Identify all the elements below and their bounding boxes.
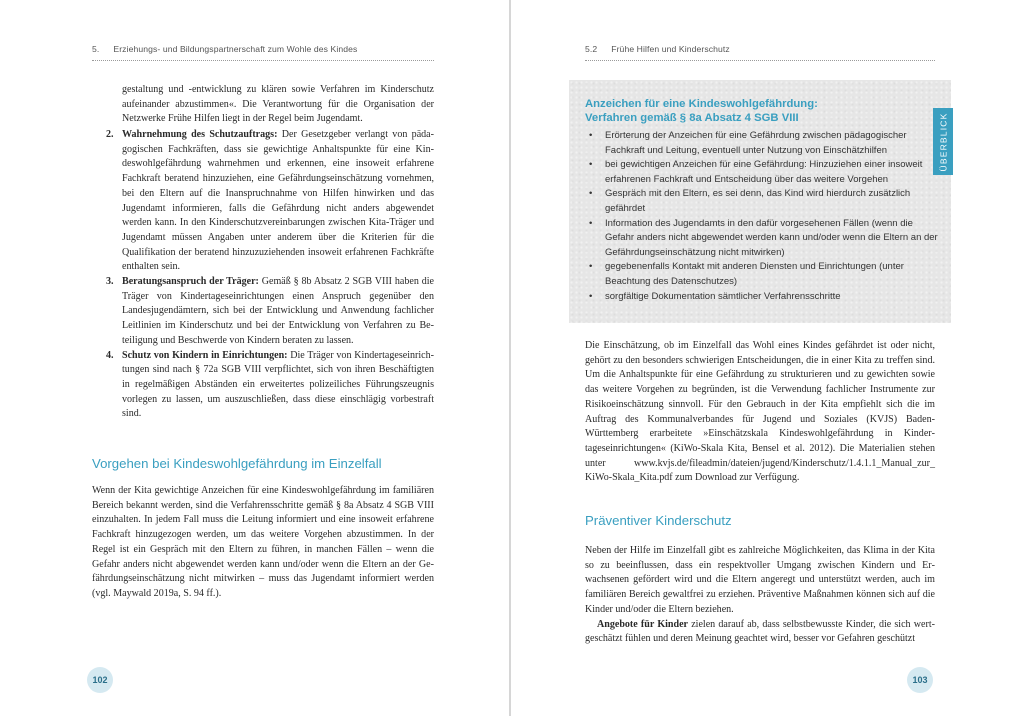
- page-number: 102: [87, 667, 113, 693]
- running-head-chapter: 5.: [92, 44, 100, 54]
- prevention-paragraph: Neben der Hilfe im Einzelfall gibt es zahlreiche Möglichkeiten, das Klima in der Kita so zu beeinflussen, dass ein respektvoller Umgang zwischen Kindern und Erwachsenen gefördert wird und die Eltern angeregt und unterstützt werden, auch im familiären Bereich gewaltfrei zu erziehen. Präventive Maßnahmen können sich auf die Kinder und/oder die Eltern beziehen.: [585, 545, 935, 615]
- list-item: [106, 275, 434, 349]
- prevention-text: [585, 544, 935, 647]
- running-head: [585, 44, 730, 54]
- running-head-title: Frühe Hilfen und Kinderschutz: [611, 44, 730, 54]
- list-item-text: Gemäß § 8b Absatz 2 SGB VIII haben die Träger von Kindertageseinrichtungen einen Anspruch gegenüber den Landesjugendämtern, sich bei der Entwicklung und Anwendung fachlicher Leitlinien im Kinderschutz und bei der Entwicklung von Verfahren zu Beteiligung und Beschwerde von Kindern beraten zu lassen.: [122, 276, 434, 346]
- list-item-text: Die Träger von Kindertageseinrichtungen sind nach § 72a SGB VIII verpflichtet, sich von ihren Beschäftigten in regelmäßigen Abständen ein erweitertes polizeiliches Führungszeugnis vorlegen zu lassen, um auszuschließen, dass diese einschlägig vorbestraft sind.: [122, 349, 434, 420]
- list-item-number: 2.: [106, 129, 114, 140]
- list-item: [106, 128, 434, 275]
- bullet-item: • bei gewichtigen Anzeichen für eine Gefährdung: Hinzuziehen einer insoweit erfahrenen Fachkraft und Entscheidung über das weitere Vorgehen: [585, 158, 941, 187]
- children-offers-text: zielen darauf ab, dass selbstbewusste Kinder, die sich wertgeschätzt fühlen und deren Meinung geachtet wird, besser vor Gefahren geschützt: [585, 618, 935, 645]
- bullet-item: • gegebenenfalls Kontakt mit anderen Diensten und Einrichtungen (unter Beachtung des Datenschutzes): [585, 260, 941, 289]
- bullet-item: • Gespräch mit den Eltern, es sei denn, das Kind wird hierdurch zusätzlich gefährdet: [585, 187, 941, 216]
- section-heading: Vorgehen bei Kindeswohlgefährdung im Einzelfall: [92, 456, 382, 471]
- assessment-text: [585, 339, 935, 486]
- numbered-list: [106, 128, 434, 422]
- list-item-number: 3.: [106, 276, 114, 288]
- list-item-lead: Wahrnehmung des Schutzauftrags:: [122, 129, 278, 140]
- header-rule: [92, 60, 434, 61]
- list-item-number: 4.: [106, 349, 114, 361]
- list-item-lead: Beratungsanspruch der Träger:: [122, 276, 259, 288]
- left-page: [0, 0, 509, 716]
- numbered-list-container: [106, 128, 434, 422]
- overview-box-list: [585, 129, 941, 304]
- children-offers-lead: Angebote für Kinder: [597, 618, 689, 630]
- overview-box-title-line: Verfahren gemäß § 8a Absatz 4 SGB VIII: [585, 112, 799, 124]
- intro-paragraph: gestaltung und -entwicklung zu klären sowie Verfahren im Kinderschutz aufeinander abzustimmen«. Die Verantwortung für die Organisation der Netzwerke Frühe Hilfen liegt in der Regel beim Jugendamt.: [122, 84, 434, 125]
- intro-text: [122, 83, 434, 127]
- overview-side-tab: [933, 108, 953, 175]
- list-item-text: Der Gesetzgeber verlangt von pädagogischen Fachkräften, dass sie gewichtige Anhaltspunkte für eine Kindeswohlgefährdung wahrnehmen und erkennen, eine insoweit erfahrene Fachkraft beratend hinzuziehen, eine Gefährdungseinschätzung vornehmen, bei den Eltern auf die Inanspruchnahme von Hilfen hinwirken und das Jugendamt informieren, falls die Gefährdung nicht anders abgewendet werden kann. In den Kinderschutzvereinbarungen zwischen Kita-Träger und Jugendamt müssen Angaben unter anderem über die Kriterien für die Qualifikation der beratend hinzuzuziehenden insoweit erfahrenen Fachkräfte enthalten sein.: [122, 129, 434, 273]
- section-text: [92, 484, 434, 602]
- running-head: [92, 44, 357, 54]
- running-head-chapter: 5.2: [585, 44, 598, 54]
- overview-box-title-line: Anzeichen für eine Kindeswohlgefährdung:: [585, 98, 818, 110]
- list-item: [106, 349, 434, 423]
- children-offers-paragraph: [585, 618, 935, 647]
- bullet-item: • sorgfältige Dokumentation sämtlicher Verfahrensschritte: [585, 290, 941, 305]
- side-tab-label: ÜBERBLICK: [938, 112, 949, 171]
- header-rule: [585, 60, 935, 61]
- bullet-item: • Erörterung der Anzeichen für eine Gefährdung zwischen pädagogischer Fachkraft und Leitung, eventuell unter Nutzung von Einschätzhilfen: [585, 129, 941, 158]
- overview-box-title: [585, 97, 818, 125]
- assessment-paragraph: Die Einschätzung, ob im Einzelfall das Wohl eines Kindes gefährdet ist oder nicht, gehört zu den besonders schwierigen Entscheidungen, die in einer Kita zu treffen sind. Um die Anhaltspunkte für eine Gefährdung zu strukturieren und zu gewichten sowie das weitere Vorgehen zu begründen, ist die Verwendung fachlicher Instrumente zur Risikoeinschätzung sinnvoll. Für den Gebrauch in der Kita empfiehlt sich die im Auftrag des Kommunalverbandes für Jugend und Soziales (KVJS) Baden-Württemberg erarbeitete »Einschätzskala Kindeswohlgefährdung in Kindertageseinrichtungen« (KiWo-Skala Kita, Bensel et al. 2012). Die Materialien stehen unter www.kvjs.de/fileadmin/dateien/jugend/Kinderschutz/1.4.1.1_Manual_zur_ KiWo-Skala_Kita.pdf zum Download zur Verfügung.: [585, 340, 935, 484]
- right-page: [511, 0, 1020, 716]
- section-heading: Präventiver Kinderschutz: [585, 513, 732, 528]
- overview-box: [569, 80, 951, 323]
- bullet-item: • Information des Jugendamts in den dafür vorgesehenen Fällen (wenn die Gefahr anders nicht abgewendet werden kann und/oder wenn die Eltern an der Gefährdungseinschätzung nicht mitwirken): [585, 217, 941, 261]
- section-paragraph: Wenn der Kita gewichtige Anzeichen für eine Kindeswohlgefährdung im familiären Bereich bekannt werden, sind die Verfahrensschritte gemäß § 8a Absatz 4 SGB VIII einzuhalten. In jedem Fall muss die Leitung informiert und eine insoweit erfahrene Fachkraft hinzugezogen werden, um das weitere Vorgehen abzustimmen. In der Regel ist ein Gespräch mit den Eltern zu führen, in manchen Fällen – wenn die Gefahr anders nicht abgewendet werden kann und/oder wenn die Eltern an der Gefährdungseinschätzung nicht mitwirken – muss das Jugendamt informiert werden (vgl. Maywald 2019a, S. 94 ff.).: [92, 485, 434, 599]
- page-number: 103: [907, 667, 933, 693]
- running-head-title: Erziehungs- und Bildungspartnerschaft zum Wohle des Kindes: [113, 44, 358, 54]
- list-item-lead: Schutz von Kindern in Einrichtungen:: [122, 349, 288, 361]
